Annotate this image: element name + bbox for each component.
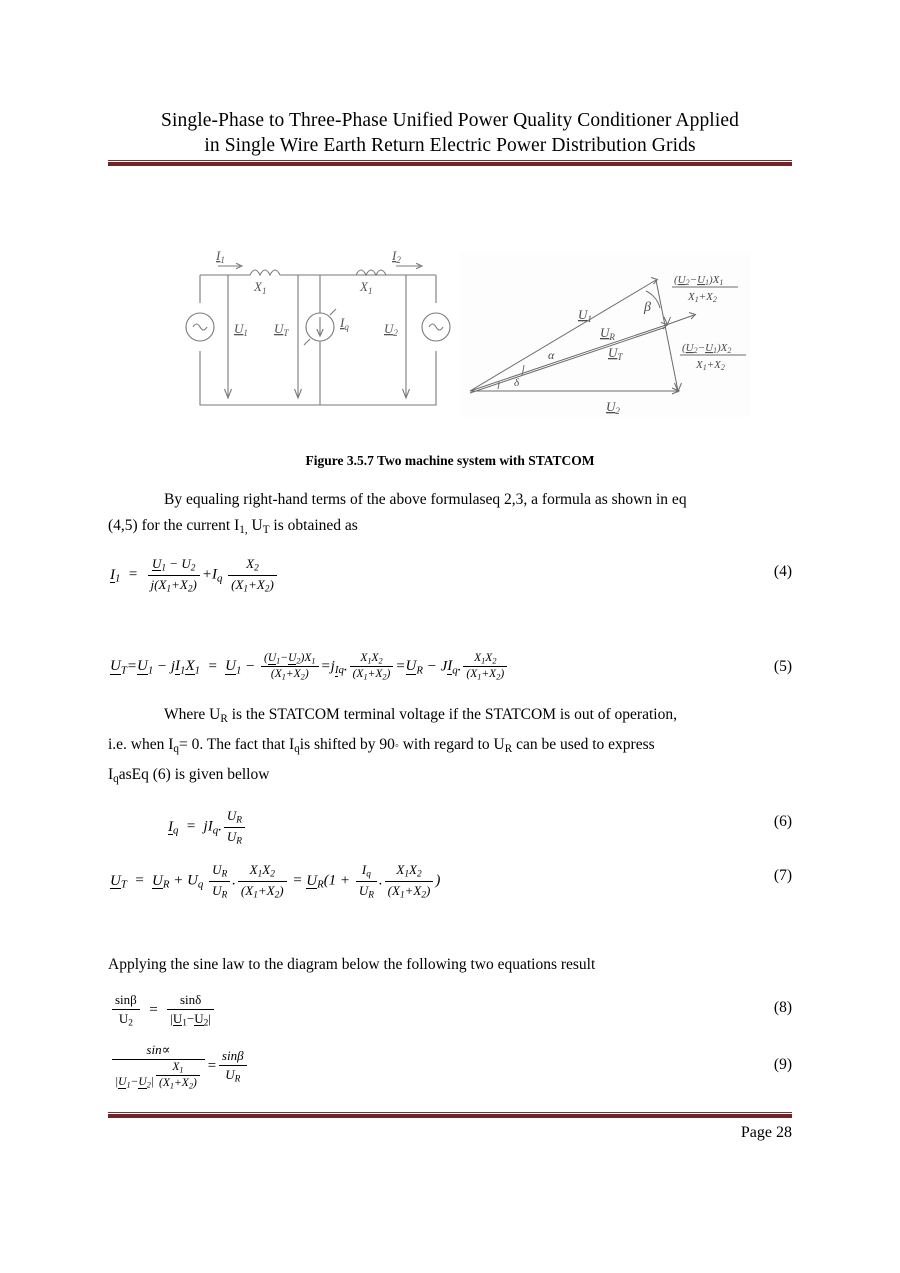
paragraph-1-text: By equaling right-hand terms of the above formulaseq 2,3, a formula as shown in eq: [164, 491, 687, 508]
equation-9: sin∝ $|U_1-U_2|$ $\frac{X_1}{(X_1+X_2)}$ = $\frac{\sin\beta}{U_R}$: [110, 1042, 249, 1091]
circuit-diagram: [188, 245, 448, 425]
paragraph-2-e: is shifted by 90: [299, 736, 395, 754]
paragraph-2-sub-4: R: [504, 743, 513, 756]
circuit-label-u1: $U_1$: [234, 321, 248, 338]
paragraph-2-i: asEq (6) is given bellow: [118, 766, 270, 784]
circuit-label-ut: $U_T$: [274, 321, 289, 338]
paragraph-2-sub-3: q: [294, 743, 300, 756]
paragraph-3: [108, 952, 794, 978]
paragraph-2-d: = 0. The fact that I: [179, 736, 295, 754]
paragraph-2-a: Where U: [164, 706, 221, 723]
figure-area: [108, 240, 792, 432]
paragraph-2-b: is the STATCOM terminal voltage if the STATCOM is out of operation,: [227, 706, 677, 723]
phasor-fraction-top-den: X1+X2: [688, 291, 717, 304]
paragraph-1-rest-a: (4,5) for the current I: [108, 517, 240, 534]
figure-caption: Figure 3.5.7 Two machine system with STATCOM: [305, 453, 595, 468]
phasor-label-beta: β: [644, 300, 651, 315]
phasor-label-ut: $U_T$: [608, 345, 623, 362]
paragraph-2-c: i.e. when I: [108, 736, 174, 754]
paragraph-2-sub-1: R: [220, 713, 228, 726]
equation-6: $I_q = jI_q$. $\frac{U_R}{U_R}$: [168, 808, 247, 846]
equation-8: $\frac{\sin\beta}{U_2}$ = $\frac{\sin\delta}{|U_1-U_2|}$: [110, 992, 216, 1029]
circuit-label-iq: $I_q$: [340, 315, 349, 332]
phasor-fraction-bottom-den: X1+X2: [696, 359, 725, 372]
page-number: Page 28: [740, 1124, 792, 1141]
footer-rule-thick: [108, 1114, 792, 1118]
equation-8-number: (8): [773, 999, 792, 1016]
phasor-label-ur: $U_R$: [600, 325, 615, 342]
phasor-diagram: [460, 253, 750, 417]
equation-5-number: (5): [773, 658, 792, 675]
paragraph-2: [108, 702, 794, 792]
equation-6-number: (6): [773, 813, 792, 830]
header-title-line1: Single-Phase to Three-Phase Unified Power Quality Conditioner Applied: [161, 110, 739, 131]
equation-4: $I_1$ = $\frac{U_1 - U_2}{j(X_1+X_2)}$ $+I_q$ $\frac{X_2}{(X_1+X_2)}$: [110, 556, 279, 594]
paragraph-2-degree: ◦: [394, 740, 399, 753]
paragraph-1: [108, 487, 794, 543]
paragraph-2-sub-2: q: [173, 743, 179, 756]
paragraph-1-sub-1: 1,: [239, 524, 248, 537]
circuit-label-x2: $X_1$: [360, 279, 373, 296]
equation-5: $U_T=U_1 - jI_1X_1 = U_1$ − $\frac{(U_1-U_2)X_1}{(X_1+X_2)}$ $=j_{Iq}$. $\frac{X_1X_2}{(X_1+X_2)}$ $=U_R - JI_q$. $\frac{X_1X_2}{(X_1+X_2)}$: [110, 652, 509, 682]
paragraph-1-rest-b: U: [247, 517, 263, 534]
phasor-label-u1: $U_1$: [578, 307, 592, 324]
equation-7-number: (7): [773, 867, 792, 884]
header-title-line2: in Single Wire Earth Return Electric Power Distribution Grids: [204, 135, 696, 156]
paragraph-2-sub-5: q: [113, 773, 119, 786]
paragraph-2-h: I: [108, 766, 114, 784]
header-rule: [108, 160, 792, 167]
circuit-label-u2: $U_2$: [384, 321, 398, 338]
phasor-fraction-bottom-num: (U2−U1)X2: [682, 342, 732, 355]
page-header: [108, 108, 792, 158]
circuit-label-i1: $I_1$: [216, 248, 225, 265]
equation-9-number: (9): [773, 1056, 792, 1073]
paragraph-1-rest-c: is obtained as: [269, 517, 358, 534]
paragraph-2-g: can be used to express: [512, 736, 655, 754]
circuit-label-i2: $I_2$: [392, 248, 401, 265]
equation-7: $U_T = U_R + U_q$ $\frac{U_R}{U_R}$ . $\frac{X_1X_2}{(X_1+X_2)}$ = $U_R(1$ + $\frac{I_q}{U_R}$ . $\frac{X_1X_2}{(X_1+X_2)}$ ): [110, 862, 441, 901]
footer-rule: [108, 1112, 792, 1119]
phasor-label-u2: $U_2$: [606, 399, 620, 416]
phasor-label-delta: δ: [514, 377, 520, 389]
paragraph-2-f: with regard to U: [398, 736, 505, 754]
phasor-fraction-top-num: (U2−U1)X1: [674, 274, 724, 287]
circuit-label-x1: $X_1$: [254, 279, 267, 296]
equation-4-number: (4): [773, 563, 792, 580]
header-rule-thick: [108, 162, 792, 166]
paragraph-1-sub-2: T: [262, 524, 270, 537]
phasor-label-alpha: α: [548, 348, 555, 362]
paragraph-3-text: Applying the sine law to the diagram below the following two equations result: [108, 956, 596, 973]
